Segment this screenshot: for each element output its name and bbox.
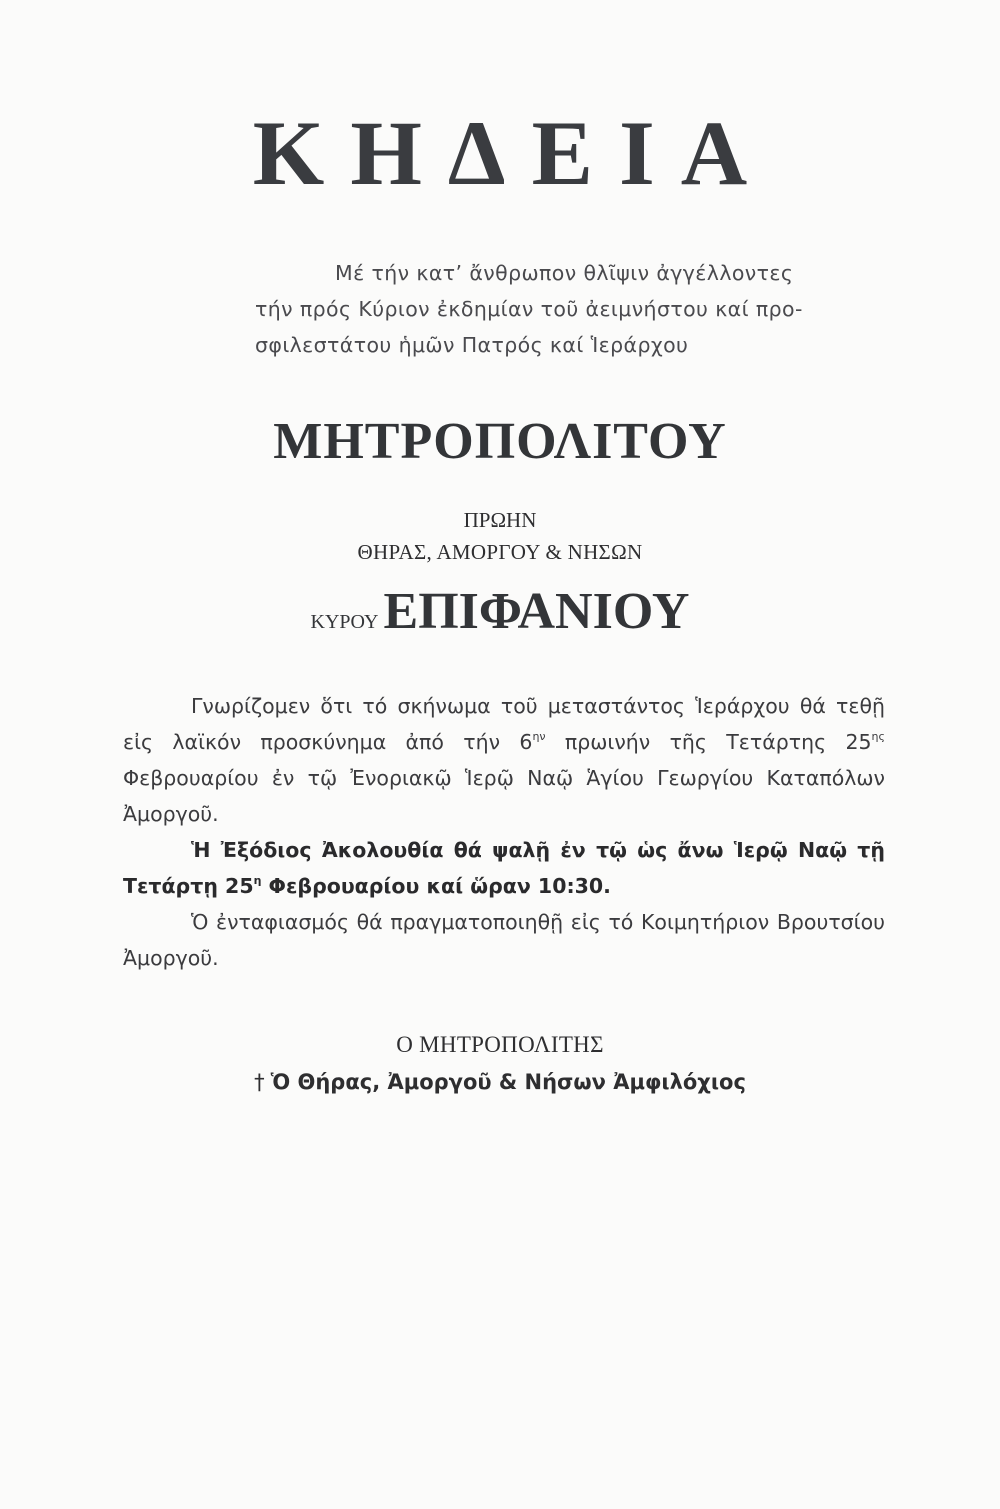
service-paragraph <box>123 832 885 904</box>
signature-title: Ο ΜΗΤΡΟΠΟΛΙΤΗΣ <box>396 1032 604 1057</box>
viewing-sup-1: ην <box>532 730 546 743</box>
notice-body <box>123 688 885 976</box>
name-line <box>0 582 1000 641</box>
service-text-a: Ἡ Ἐξόδιος Ἀκολουθία θά ψαλῇ ἐν τῷ ὡς ἄνω Ἱερῷ Ναῷ τῇ Τετάρτῃ 25 <box>123 838 885 898</box>
intro-line-1: Μέ τήν κατ’ ἄνθρωπον θλῖψιν ἀγγέλλοντες <box>335 261 794 285</box>
rank-heading: ΜΗΤΡΟΠΟΛΙΤΟΥ <box>273 413 727 470</box>
viewing-sup-2: ης <box>871 730 885 743</box>
viewing-paragraph <box>123 688 885 832</box>
intro-paragraph <box>255 255 895 363</box>
cross-icon: † <box>254 1070 265 1094</box>
service-text-b: Φεβρουαρίου καί ὥραν 10:30. <box>261 874 611 898</box>
viewing-text-c: Φεβρουαρίου ἐν τῷ Ἐνοριακῷ Ἱερῷ Ναῷ Ἁγίου Γεωργίου Καταπόλων Ἀμοργοῦ. <box>123 766 885 826</box>
signature-name-line <box>0 1070 1000 1094</box>
burial-paragraph: Ὁ ἐνταφιασμός θά πραγματοποιηθῇ εἰς τό Κοιμητήριον Βρουτσίου Ἀμοργοῦ. <box>123 910 885 970</box>
signature-name: Ὁ Θήρας, Ἀμοργοῦ & Νήσων Ἀμφιλόχιος <box>270 1070 746 1094</box>
viewing-text-a: Γνωρίζομεν ὅτι τό σκήνωμα τοῦ μεταστάντος Ἱεράρχου θά τεθῇ εἰς λαϊκόν προσκύνημα ἀπό τήν 6 <box>123 694 885 754</box>
intro-line-2: τήν πρός Κύριον ἐκδημίαν τοῦ ἀειμνήστου καί προ- <box>255 297 803 321</box>
intro-line-3: σφιλεστάτου ἡμῶν Πατρός καί Ἱεράρχου <box>255 333 689 357</box>
deceased-name: ΕΠΙΦΑΝΙΟΥ <box>383 583 690 640</box>
sees-label: ΘΗΡΑΣ, ΑΜΟΡΓΟΥ & ΝΗΣΩΝ <box>357 540 643 564</box>
service-sup: η <box>253 874 262 887</box>
notice-title: ΚΗΔΕΙΑ <box>252 102 774 204</box>
honorific-label: ΚΥΡΟΥ <box>310 611 379 633</box>
viewing-text-b: πρωινήν τῆς Τετάρτης 25 <box>545 730 872 754</box>
former-label: ΠΡΩΗΝ <box>463 508 537 532</box>
